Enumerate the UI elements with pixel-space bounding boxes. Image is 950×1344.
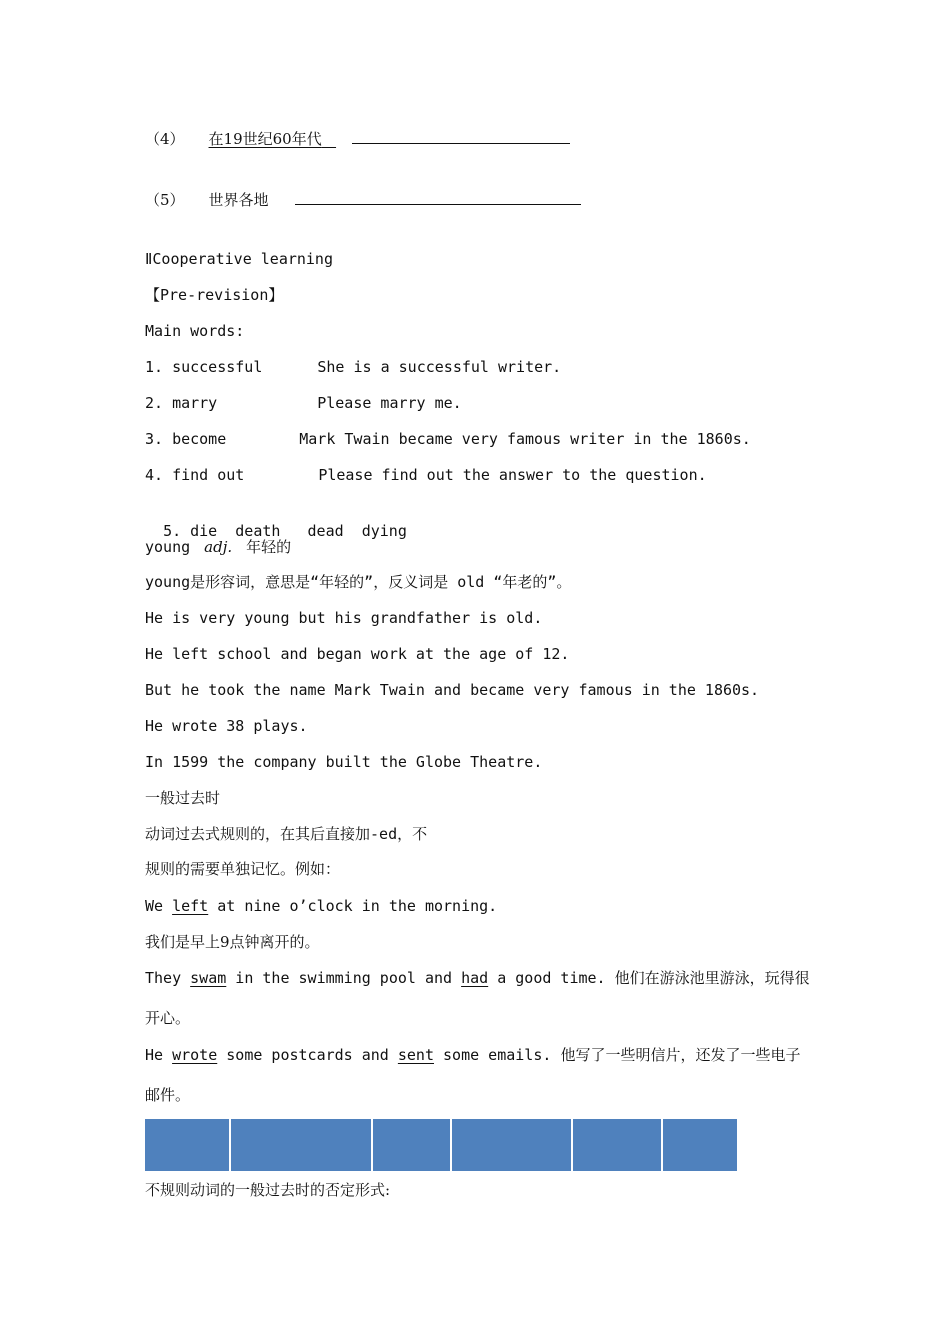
word-example: Please marry me. <box>317 394 462 412</box>
sentence-part: in the swimming pool and <box>226 969 462 987</box>
example-sentence: But he took the name Mark Twain and became very famous in the 1860s. <box>145 681 760 699</box>
word: young <box>145 538 191 556</box>
past-example <box>145 896 497 916</box>
word-number: 5. <box>163 522 182 540</box>
table-cell <box>451 1119 572 1171</box>
answer-blank[interactable] <box>352 127 570 144</box>
sentence-translation: 他写了一些明信片，还发了一些电子 <box>560 1046 801 1064</box>
young-explanation: young是形容词，意思是“年轻的”，反义词是 old “年老的”。 <box>145 573 572 591</box>
part-of-speech: adj. <box>204 538 233 556</box>
sentence-part: at nine o’clock in the morning. <box>208 897 498 915</box>
word-number: 4. <box>145 466 164 484</box>
word: become <box>172 430 227 448</box>
table-cell <box>572 1119 662 1171</box>
pre-revision-heading: 【Pre-revision】 <box>145 286 284 304</box>
past-verb: left <box>172 897 209 915</box>
word: die death dead dying <box>190 522 407 540</box>
word-number: 2. <box>145 394 164 412</box>
example-sentence: He is very young but his grandfather is old. <box>145 609 543 627</box>
example-sentence: He left school and began work at the age of 12. <box>145 645 570 663</box>
word: find out <box>172 466 245 484</box>
table-cell <box>145 1119 230 1171</box>
word-row <box>145 357 561 377</box>
rule-text: 规则的需要单独记忆。例如： <box>145 860 341 878</box>
sentence-translation: 开心。 <box>145 1009 191 1027</box>
sentence-translation: 他们在游泳池里游泳，玩得很 <box>614 969 810 987</box>
item-number: （4） <box>145 130 185 148</box>
main-words-label: Main words: <box>145 322 245 340</box>
word: marry <box>172 394 218 412</box>
table-row <box>145 1119 737 1171</box>
word-example: Mark Twain became very famous writer in the 1860s. <box>299 430 751 448</box>
past-example <box>145 968 810 988</box>
word-number: 3. <box>145 430 164 448</box>
word-row <box>145 393 462 413</box>
young-definition <box>145 537 291 557</box>
blank-item-5 <box>145 188 581 210</box>
rule-text: 动词过去式规则的，在其后直接加-ed，不 <box>145 825 428 843</box>
sentence-part: He <box>145 1046 173 1064</box>
section-heading: ⅡCooperative learning <box>145 250 333 268</box>
blank-item-4 <box>145 127 570 149</box>
word-example: Please find out the answer to the question. <box>318 466 707 484</box>
negative-form-heading: 不规则动词的一般过去时的否定形式: <box>145 1181 391 1199</box>
answer-blank[interactable] <box>295 188 581 205</box>
table-cell <box>230 1119 372 1171</box>
sentence-part: They <box>145 969 191 987</box>
sentence-part: some postcards and <box>217 1046 398 1064</box>
sentence-translation: 邮件。 <box>145 1086 191 1104</box>
table-cell <box>372 1119 451 1171</box>
past-verb: sent <box>397 1046 434 1064</box>
word-row <box>145 465 707 485</box>
past-example-translation: 我们是早上9点钟离开的。 <box>145 933 320 951</box>
past-verb: had <box>461 969 489 987</box>
past-tense-heading: 一般过去时 <box>145 789 221 807</box>
word-example: She is a successful writer. <box>317 358 562 376</box>
sentence-part: We <box>145 897 173 915</box>
word-row <box>145 501 407 541</box>
item-number: （5） <box>145 191 185 209</box>
table-cell <box>662 1119 737 1171</box>
example-sentence: In 1599 the company built the Globe Theatre. <box>145 753 543 771</box>
blank-prompt: 在19世纪60年代 <box>208 130 322 148</box>
example-sentence: He wrote 38 plays. <box>145 717 308 735</box>
sentence-part: a good time. <box>488 969 615 987</box>
sentence-part: some emails. <box>434 1046 561 1064</box>
meaning: 年轻的 <box>246 538 292 556</box>
past-example <box>145 1045 800 1065</box>
verb-table <box>145 1119 737 1171</box>
word: successful <box>172 358 263 376</box>
word-row <box>145 429 751 449</box>
past-verb: wrote <box>172 1046 218 1064</box>
past-verb: swam <box>190 969 227 987</box>
blank-prompt: 世界各地 <box>208 191 269 209</box>
word-number: 1. <box>145 358 164 376</box>
